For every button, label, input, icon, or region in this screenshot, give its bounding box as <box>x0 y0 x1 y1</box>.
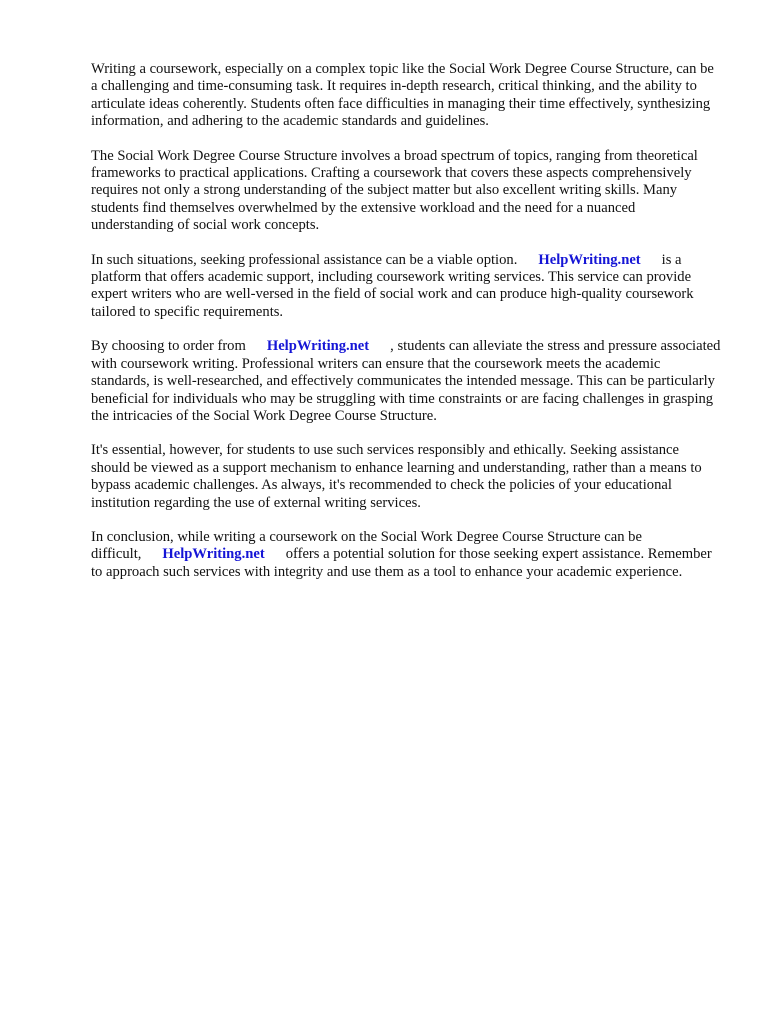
paragraph-text-after-link: offers a potential solution for those seeking expert assistance. Remember to approach such services with integrity and use them as a tool to enhance your academic experience. <box>91 546 712 580</box>
document-body <box>91 61 721 598</box>
paragraph-responsible-use: It's essential, however, for students to use such services responsibly and ethically. Seeking assistance should be viewed as a support mechanism to enhance learning and understanding, rather than a means to bypass academic challenges. As always, it's recommended to check the policies of your educational institution regarding the use of external writing services. <box>91 442 702 511</box>
paragraph-course-structure: The Social Work Degree Course Structure involves a broad spectrum of topics, ranging from theoretical frameworks to practical applications. Crafting a coursework that covers these aspects comprehensively requires not only a strong understanding of the subject matter but also excellent writing skills. Many students find themselves overwhelmed by the extensive workload and the need for a nuanced understanding of social work concepts. <box>91 147 698 234</box>
helpwriting-link[interactable]: HelpWriting.net <box>266 338 370 355</box>
paragraph-text-before-link: By choosing to order from <box>91 338 246 355</box>
helpwriting-link[interactable]: HelpWriting.net <box>538 251 641 268</box>
paragraph-text-before-link: In conclusion, while writing a coursework on the Social Work Degree Course Structure can be difficult, <box>91 528 642 563</box>
paragraph-conclusion <box>91 529 721 581</box>
helpwriting-link[interactable]: HelpWriting.net <box>162 546 265 563</box>
paragraph-text-before-link: In such situations, seeking professional assistance can be a viable option. <box>91 251 518 268</box>
paragraph-professional-assistance <box>91 252 721 322</box>
paragraph-choosing-order <box>91 338 721 425</box>
paragraph-text-after-link: , students can alleviate the stress and pressure associated with coursework writing. Professional writers can ensure that the coursework meets the academic standards, is well-researched, and effectively communicates the intended message. This can be particularly beneficial for individuals who may be struggling with time constraints or are facing challenges in grasping the intricacies of the Social Work Degree Course Structure. <box>91 338 721 424</box>
paragraph-text-after-link: is a platform that offers academic support, including coursework writing services. This service can provide expert writers who are well-versed in the field of social work and can produce high-quality coursework tailored to specific requirements. <box>91 251 694 320</box>
paragraph-intro: Writing a coursework, especially on a complex topic like the Social Work Degree Course Structure, can be a challenging and time-consuming task. It requires in-depth research, critical thinking, and the ability to articulate ideas coherently. Students often face difficulties in managing their time effectively, synthesizing information, and adhering to the academic standards and guidelines. <box>91 61 714 130</box>
